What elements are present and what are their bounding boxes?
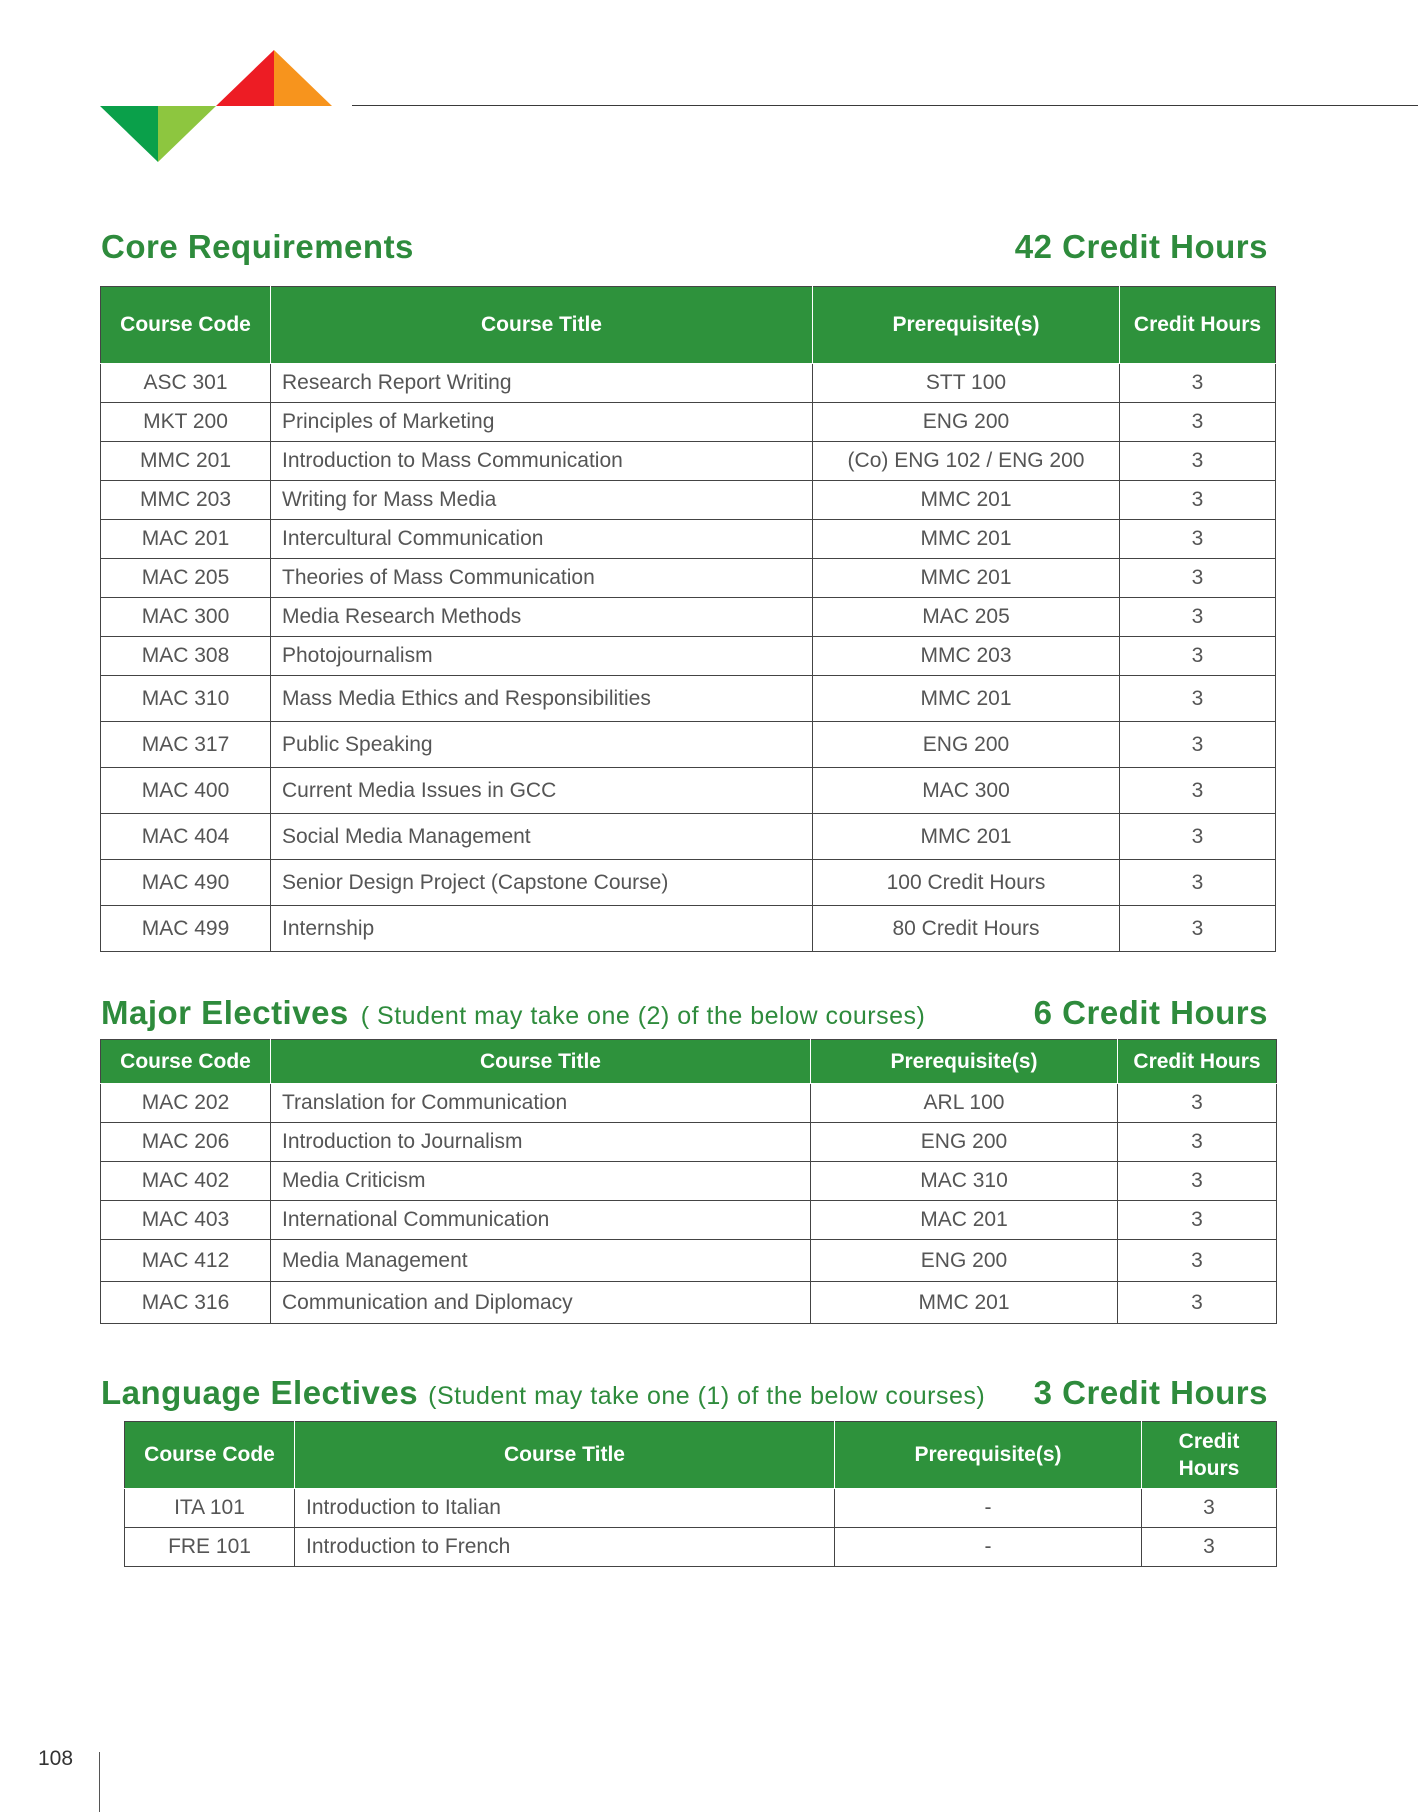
table-row [101, 520, 1276, 559]
table-row [101, 906, 1276, 952]
course-code: FRE 101 [125, 1528, 295, 1567]
prerequisite: MMC 201 [811, 1282, 1118, 1324]
course-title: Internship [271, 906, 813, 952]
course-title: Media Management [271, 1240, 811, 1282]
header-divider [352, 105, 1418, 106]
col-header: Prerequisite(s) [835, 1422, 1142, 1489]
credit-hours: 3 [1118, 1201, 1277, 1240]
credit-hours: 3 [1120, 520, 1276, 559]
credit-hours: 3 [1120, 598, 1276, 637]
credit-hours: 3 [1120, 860, 1276, 906]
prerequisite: - [835, 1528, 1142, 1567]
course-code: ASC 301 [101, 364, 271, 403]
col-header: Course Code [125, 1422, 295, 1489]
course-title: Mass Media Ethics and Responsibilities [271, 676, 813, 722]
table-row [101, 860, 1276, 906]
course-code: MAC 310 [101, 676, 271, 722]
course-title: Research Report Writing [271, 364, 813, 403]
credit-hours: 3 [1120, 403, 1276, 442]
prerequisite: 80 Credit Hours [813, 906, 1120, 952]
table-row [101, 364, 1276, 403]
course-title: Photojournalism [271, 637, 813, 676]
course-title: Media Research Methods [271, 598, 813, 637]
prerequisite: 100 Credit Hours [813, 860, 1120, 906]
table-row [101, 1123, 1277, 1162]
credit-hours: 3 [1118, 1282, 1277, 1324]
course-title: Public Speaking [271, 722, 813, 768]
course-code: MAC 316 [101, 1282, 271, 1324]
course-code: MAC 499 [101, 906, 271, 952]
course-title: Introduction to French [295, 1528, 835, 1567]
prerequisite: ENG 200 [813, 403, 1120, 442]
course-title: Media Criticism [271, 1162, 811, 1201]
table-row [101, 722, 1276, 768]
course-code: MAC 412 [101, 1240, 271, 1282]
prerequisite: MMC 201 [813, 676, 1120, 722]
prerequisite: ENG 200 [811, 1240, 1118, 1282]
prerequisite: ENG 200 [813, 722, 1120, 768]
credit-hours: 3 [1118, 1240, 1277, 1282]
course-title: Introduction to Italian [295, 1489, 835, 1528]
core-title: Core Requirements [101, 228, 414, 265]
course-code: MAC 308 [101, 637, 271, 676]
credit-hours: 3 [1142, 1528, 1277, 1567]
prerequisite: MMC 201 [813, 520, 1120, 559]
course-title: Theories of Mass Communication [271, 559, 813, 598]
course-code: MAC 205 [101, 559, 271, 598]
credit-hours: 3 [1120, 906, 1276, 952]
credit-hours: 3 [1120, 637, 1276, 676]
col-header: Prerequisite(s) [813, 287, 1120, 364]
course-code: MAC 300 [101, 598, 271, 637]
credit-hours: 3 [1118, 1162, 1277, 1201]
prerequisite: MMC 201 [813, 559, 1120, 598]
major-table [100, 1039, 1277, 1324]
credit-hours: 3 [1118, 1123, 1277, 1162]
prerequisite: MMC 201 [813, 814, 1120, 860]
table-row [101, 1282, 1277, 1324]
prerequisite: MAC 300 [813, 768, 1120, 814]
course-code: MMC 203 [101, 481, 271, 520]
credit-hours: 3 [1120, 559, 1276, 598]
prerequisite: (Co) ENG 102 / ENG 200 [813, 442, 1120, 481]
course-code: MAC 317 [101, 722, 271, 768]
prerequisite: - [835, 1489, 1142, 1528]
table-row [101, 481, 1276, 520]
course-title: Translation for Communication [271, 1084, 811, 1123]
core-table [100, 286, 1276, 952]
course-code: MAC 206 [101, 1123, 271, 1162]
course-title: International Communication [271, 1201, 811, 1240]
col-header: Course Title [295, 1422, 835, 1489]
col-header: Course Code [101, 1040, 271, 1084]
course-code: MAC 201 [101, 520, 271, 559]
course-title: Senior Design Project (Capstone Course) [271, 860, 813, 906]
course-code: MKT 200 [101, 403, 271, 442]
language-note: (Student may take one (1) of the below courses) [428, 1382, 986, 1410]
language-section-heading [101, 1374, 1268, 1412]
table-row [101, 442, 1276, 481]
prerequisite: ENG 200 [811, 1123, 1118, 1162]
table-row [125, 1528, 1277, 1567]
credit-hours: 3 [1120, 722, 1276, 768]
table-row [101, 676, 1276, 722]
course-code: MAC 404 [101, 814, 271, 860]
course-code: MAC 202 [101, 1084, 271, 1123]
col-header: Course Title [271, 1040, 811, 1084]
prerequisite: MAC 310 [811, 1162, 1118, 1201]
prerequisite: MMC 203 [813, 637, 1120, 676]
credit-hours: 3 [1120, 676, 1276, 722]
col-header: Credit Hours [1120, 287, 1276, 364]
language-title: Language Electives [101, 1374, 419, 1411]
page-number: 108 [38, 1747, 74, 1770]
course-title: Introduction to Mass Communication [271, 442, 813, 481]
language-table [124, 1421, 1277, 1567]
prerequisite: MAC 205 [813, 598, 1120, 637]
language-credits: 3 Credit Hours [1033, 1374, 1268, 1411]
major-section-heading [101, 994, 1268, 1032]
table-row [101, 637, 1276, 676]
table-row [101, 1084, 1277, 1123]
table-row [125, 1489, 1277, 1528]
course-code: MAC 490 [101, 860, 271, 906]
credit-hours: 3 [1120, 481, 1276, 520]
course-title: Writing for Mass Media [271, 481, 813, 520]
credit-hours: 3 [1120, 768, 1276, 814]
university-logo [100, 50, 336, 162]
col-header: Course Code [101, 287, 271, 364]
course-code: MAC 402 [101, 1162, 271, 1201]
credit-hours: 3 [1120, 814, 1276, 860]
course-code: MAC 400 [101, 768, 271, 814]
col-header: Prerequisite(s) [811, 1040, 1118, 1084]
footer-divider [99, 1752, 100, 1812]
col-header: Credit Hours [1118, 1040, 1277, 1084]
course-title: Intercultural Communication [271, 520, 813, 559]
course-title: Social Media Management [271, 814, 813, 860]
table-row [101, 1240, 1277, 1282]
table-row [101, 1162, 1277, 1201]
table-row [101, 1201, 1277, 1240]
course-title: Communication and Diplomacy [271, 1282, 811, 1324]
major-title: Major Electives [101, 994, 349, 1031]
major-note: ( Student may take one (2) of the below courses) [360, 1002, 926, 1030]
course-code: MAC 403 [101, 1201, 271, 1240]
table-row [101, 598, 1276, 637]
table-row [101, 403, 1276, 442]
core-section-heading [101, 228, 1268, 266]
table-row [101, 814, 1276, 860]
credit-hours: 3 [1120, 442, 1276, 481]
prerequisite: STT 100 [813, 364, 1120, 403]
credit-hours: 3 [1120, 364, 1276, 403]
course-title: Principles of Marketing [271, 403, 813, 442]
col-header: Course Title [271, 287, 813, 364]
course-title: Current Media Issues in GCC [271, 768, 813, 814]
prerequisite: MAC 201 [811, 1201, 1118, 1240]
credit-hours: 3 [1142, 1489, 1277, 1528]
table-row [101, 559, 1276, 598]
prerequisite: MMC 201 [813, 481, 1120, 520]
course-code: ITA 101 [125, 1489, 295, 1528]
major-credits: 6 Credit Hours [1033, 994, 1268, 1031]
credit-hours: 3 [1118, 1084, 1277, 1123]
course-code: MMC 201 [101, 442, 271, 481]
course-title: Introduction to Journalism [271, 1123, 811, 1162]
col-header: Credit Hours [1142, 1422, 1277, 1489]
core-credits: 42 Credit Hours [1014, 228, 1268, 265]
table-row [101, 768, 1276, 814]
prerequisite: ARL 100 [811, 1084, 1118, 1123]
